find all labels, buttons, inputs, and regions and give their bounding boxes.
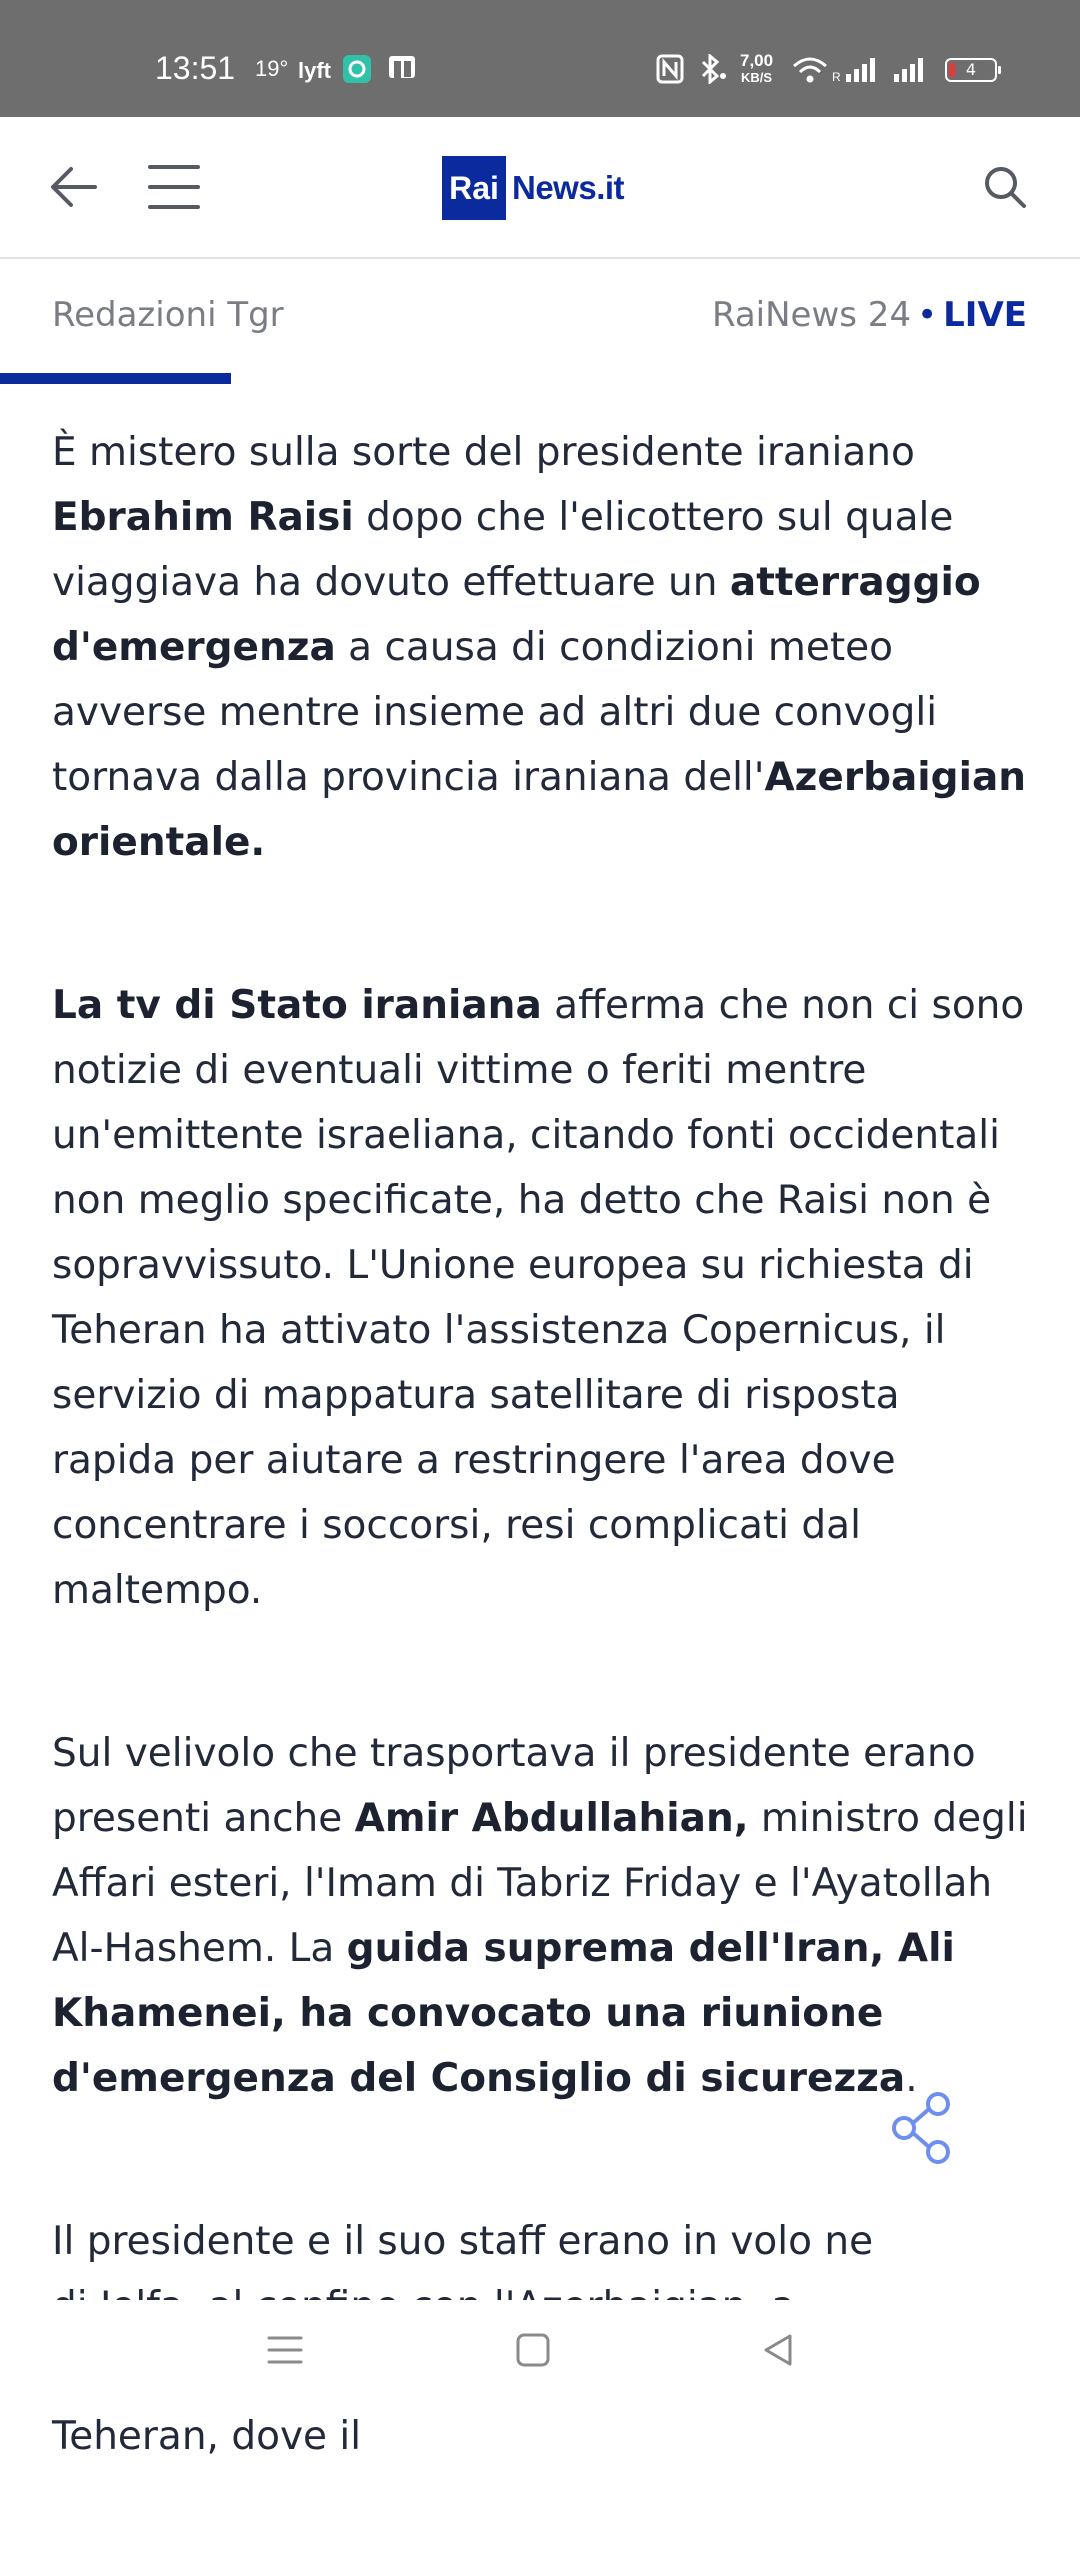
status-bar [0, 0, 1080, 117]
emphasized-text: Ebrahim Raisi [52, 495, 354, 540]
network-speed-value: 7,00 [740, 51, 774, 70]
network-speed [740, 52, 773, 86]
share-icon[interactable] [888, 2090, 958, 2166]
body-text: Sul velivolo che trasportava il presidente erano presenti anche [52, 1731, 976, 1841]
tab-rainews24-live[interactable] [712, 295, 1027, 335]
status-temperature: 19° [255, 56, 289, 81]
emphasized-text: guida suprema dell'Iran, Ali Khamenei, ha convocato una riunione d'emergenza del Consiglio di sicurezza [52, 1926, 955, 2101]
tab-live-dot: • [917, 295, 938, 335]
emphasized-text: Azerbaigian orientale. [52, 755, 1027, 865]
emphasized-text: atterraggio d'emergenza [52, 560, 981, 670]
tab-redazioni-tgr[interactable]: Redazioni Tgr [52, 295, 284, 335]
body-text: ministro degli Affari esteri, l'Imam di Tabriz Friday e l'Ayatollah Al-Hashem. La [52, 1796, 1028, 1971]
signal-strength-icon-1 [832, 54, 884, 84]
article-body [52, 420, 1032, 2567]
app-bar [0, 117, 1080, 259]
body-text: . [905, 2056, 918, 2101]
bluetooth-icon [697, 54, 731, 84]
body-text: Il presidente e il suo staff erano in volo ne Teheran, dove il [52, 2219, 874, 2459]
nav-back-icon[interactable] [756, 2328, 800, 2372]
status-time: 13:51 [155, 50, 236, 86]
article-paragraph-2 [52, 973, 1032, 1623]
search-icon[interactable] [980, 162, 1030, 212]
rainews-logo[interactable] [442, 155, 624, 221]
signal-strength-icon-2 [890, 54, 934, 84]
tab-live-label: LIVE [943, 295, 1027, 335]
home-icon[interactable] [511, 2328, 555, 2372]
battery-icon: 4 [945, 58, 997, 82]
system-navigation-bar [0, 2300, 1080, 2400]
svg-text:R: R [832, 70, 841, 84]
emphasized-text: Amir Abdullahian, [354, 1796, 749, 1841]
active-tab-indicator [0, 373, 231, 384]
hamburger-menu-icon[interactable] [146, 159, 202, 215]
tab-rainews24-label: RaiNews 24 [711, 295, 912, 335]
svg-text:lyft: lyft [298, 58, 331, 83]
body-text: afferma che non ci sono notizie di eventuali vittime o feriti mentre un'emittente israeliana, citando fonti occidentali non meglio specificate, ha detto che Raisi non è sopravvissuto. L'Unione europea su richiesta di Teheran ha attivato l'assistenza Copernicus, il servizio di mappatura satellitare di risposta rapida per aiutare a restringere l'area dove concentrare i soccorsi, resi complicati dal maltempo. [52, 983, 1025, 1613]
lyft-app-icon [298, 54, 332, 84]
body-text: dopo che l'elicottero sul quale viaggiava ha dovuto effettuare un [52, 495, 954, 605]
network-speed-unit: KB/S [741, 70, 773, 85]
section-tabs [0, 259, 1080, 384]
nfc-icon [656, 54, 684, 84]
article-paragraph-3 [52, 1721, 1032, 2111]
body-text: a causa di condizioni meteo avverse mentre insieme ad altri due convogli tornava dalla provincia iraniana dell' [52, 625, 938, 800]
wifi-icon [790, 54, 830, 84]
recents-icon[interactable] [263, 2328, 307, 2372]
logo-rai-block: Rai [442, 156, 506, 220]
news-notification-icon [386, 54, 418, 84]
logo-news-text: News.it [512, 169, 625, 206]
arrow-left-icon[interactable] [45, 159, 101, 215]
body-text: È mistero sulla sorte del presidente iraniano [52, 430, 915, 475]
emphasized-text: La tv di Stato iraniana [52, 983, 542, 1028]
app-notification-icon [342, 54, 372, 84]
article-paragraph-1 [52, 420, 1032, 875]
